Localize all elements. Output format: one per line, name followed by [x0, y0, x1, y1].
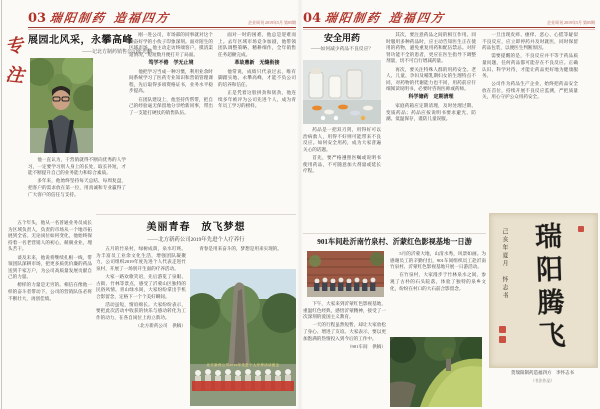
article4-col-left [303, 301, 386, 405]
paragraph: 大家一路欢歌笑语，先后游览了泉眼、古街、竹林等景点，感受了沂蒙山区独特的民俗风情。青山绿水间，大家纷纷拿出手机合影留念，定格下一个个美好瞬间。 [96, 273, 186, 299]
paragraph: 榜样的力量是无穷的。相信在像他一样的奋斗者带动下，公司的营销队伍必将不断壮大，再创佳绩。 [8, 282, 92, 301]
left-header-rule [28, 27, 296, 28]
article1-crosshead-2: 革故鼎新 无缝衔接 [234, 60, 280, 66]
paragraph: 五个年头，他从一名普通业务员成长为区域负责人，负责的市场从一个地市拓展到全省。无论岗位如何变化，他始终保持着一名老营销人的初心，兢兢业业，埋头苦干。 [8, 220, 92, 252]
article2-col2 [190, 246, 296, 267]
paragraph: 五月的竹泉村，绿树成荫，泉水叮咚。为丰富员工业余文化生活，增强团队凝聚力，公司组织2019年度先进个人代表走进竹泉村，开展了一场别开生面的疗养活动。 [96, 246, 186, 271]
right-page-header [303, 9, 595, 29]
right-masthead-slogan: 造福四方 [388, 11, 447, 25]
paragraph: 首先，要严格遵照医嘱或说明书使用药品，不可随意加大剂量或延长疗程。 [303, 154, 381, 174]
stream-photo-art [390, 337, 482, 407]
medicine-photo [303, 60, 381, 124]
article1-crosshead-1: 笃学不倦 学无止境 [148, 60, 194, 66]
stream-photo [390, 337, 482, 407]
paragraph: 他把学习当成一种习惯，利用业余时间系统学习了医药专业知识和营销管理课程，先后取得多项资格证书，业务水平稳步提高。 [129, 68, 213, 94]
article1-col2 [129, 32, 213, 214]
group-stone-photo [190, 269, 296, 406]
right-header-rule2 [303, 29, 595, 30]
article1-col1a [28, 157, 126, 214]
article2-byline: （北方新药公司 供稿） [135, 323, 186, 329]
article4-top-rule [303, 233, 486, 234]
article2-top-rule [96, 214, 296, 215]
page-edge [1, 0, 2, 409]
paragraph: 正是凭着这股拼劲和韧劲，他连续多年被评为公司先进个人，成为青年员工学习的榜样。 [218, 89, 296, 109]
paragraph: 5月的沂蒙大地，山清水秀，风景如画。为感谢员工的辛勤付出，901车间组织员工赴沂南竹泉村、沂蒙红色影视基地开展一日游活动。 [390, 251, 486, 270]
article1-title: 展园北风采，永攀高峰 [28, 35, 133, 46]
paragraph: 面对一时的困难，他总是迎难而上。去年区域市场竞争加剧，他带领团队调整策略、精耕细作，全年销售任务超额完成。 [218, 32, 296, 57]
article1-subtitle: ——记北方制药销售公司张光鹏 [81, 50, 152, 55]
group-stone-photo-art [190, 269, 296, 406]
right-page-number: 04 [303, 11, 322, 26]
seal-stamp-1 [499, 326, 506, 333]
side-banner-char-2: 注 [4, 63, 25, 87]
seal-stamp-2 [499, 336, 506, 343]
paragraph: 他常说，成绩只代表过去，唯有脚踏实地、永攀高峰，才能不负公司的培养和信任。 [218, 68, 296, 87]
left-masthead-slogan: 造福四方 [113, 11, 172, 25]
paragraph: 药品是一把双刃剑，用得好可以治病救人，用得不好则可能带来不良反应。如何安全用药，成为大家普遍关心的话题。 [303, 127, 381, 152]
left-page-header [28, 9, 296, 29]
calligraphy-side-note: 己亥年夏月 怀志书 [501, 228, 508, 300]
side-calligraphy-banner [3, 33, 26, 119]
paragraph: 活动虽短，情谊绵长。大家纷纷表示，要把此次活动中收获的快乐与感动转化为工作的动力，在各自岗位上再立新功。 [96, 301, 186, 321]
paragraph: 在团队建设上，他坚持传帮带，把自己的经验毫无保留地分享给新同事，带出了一支能打硬仗的销售队伍。 [129, 96, 213, 115]
article3-crosshead: 科学储药 定期清理 [408, 95, 454, 101]
seal-stamp-3 [578, 226, 584, 232]
article4-title: 901车间赴沂南竹泉村、沂蒙红色影视基地一日游 [317, 238, 472, 246]
paragraph: 下午，大家来到沂蒙红色影视基地，重温红色经典，感悟沂蒙精神，接受了一次深刻的爱国主义教育。 [303, 301, 386, 320]
left-page-number: 03 [28, 11, 47, 26]
calligraphy-main-text: 瑞阳腾飞 [529, 221, 566, 355]
article4-col-right [390, 251, 486, 334]
paragraph: 再次，要关注特殊人群的用药安全。老人、儿童、孕妇及哺乳期妇女的生理特点不同，对药物的代谢能力也不同，用药前应仔细阅读说明书，必要时咨询医师或药师。 [386, 66, 476, 92]
article2-title: 美丽青春 放飞梦想 [146, 222, 246, 233]
paragraph: 一旦出现皮疹、瘙痒、恶心、心慌等疑似不良反应，应立即停药并及时就医，同时保留药品包装，以便医生判断原因。 [482, 32, 578, 51]
calligraphy-artwork [489, 213, 598, 368]
article3-header [303, 31, 381, 52]
brickwall-group-photo-art [307, 251, 384, 297]
left-masthead-brand: 瑞阳制药 [49, 11, 108, 25]
paragraph: 在竹泉村，大家漫步于竹林泉水之间，参观了古朴的石头院落，体验了独特的泉乡文化，纷纷在村口的大石前合影留念。 [390, 272, 486, 291]
medicine-photo-art [303, 60, 381, 124]
article2-col1 [96, 246, 186, 405]
paragraph: 其次，要注意药品之间的相互作用。同时服用多种药品时，应主动告知医生正在使用的药物，避免重复用药和配伍禁忌。对肝肾功能不全的患者，更应在医生指导下调整剂量，切不可自行增减药量。 [386, 32, 476, 64]
portrait-photo-art [30, 58, 93, 153]
right-issue-info: 企业周刊 2019年5月 第05期 [547, 20, 595, 25]
paragraph: 青春是用来奋斗的，梦想是用来实现的。 [199, 246, 282, 251]
photo-banner-text: 北方新药公司2019年先进个人疗养活动留念 [206, 363, 280, 367]
article2-header [96, 218, 296, 243]
left-header-rule2 [28, 29, 296, 30]
paragraph: 公司作为药品生产企业，始终把药品安全放在首位，持续开展不良反应监测，严把质量关，用心守护公众用药安全。 [482, 81, 578, 100]
article3-subtitle: ——如何减少药品不良反应？ [310, 47, 374, 52]
article2-subtitle: ——北方新药公司2019年先进个人疗养行 [147, 237, 245, 243]
calligraphy-caption-sub: （书法作品） [530, 378, 555, 383]
paragraph: 刚一进公司，市场部的同事就对这个勤奋好学的小伙子印象深刻。面对陌生的区域市场，他主动走访终端客户，摸清渠道情况，短短数月便打开了局面。 [129, 32, 213, 57]
right-masthead-brand: 瑞阳制药 [324, 11, 383, 25]
left-issue-info: 企业周刊 2019年5月 第05期 [248, 20, 296, 25]
calligraphy-caption: 贺瑞阳制药造福四方 李怀志书 [511, 370, 574, 375]
paragraph: 一天的行程虽然短暂，却让大家放松了身心、增进了友谊。大家表示，要以更加饱满的热情投入到今后的工作中。 [303, 322, 386, 341]
article3-col2 [386, 32, 476, 231]
paragraph: 谈及未来，他说将继续扎根一线，带领团队深耕市场，把更多质优价廉的药品送到千家万户，为公司高质量发展贡献自己的力量。 [8, 254, 92, 280]
article1-col-continuation [8, 220, 92, 405]
paragraph: 需要提醒的是，不良反应并不等于药品质量问题，任何药品都可能存在不良反应。正确认识、科学对待，才能让药品更好地为健康服务。 [482, 53, 578, 79]
right-header-rule [303, 27, 595, 28]
article4-byline: （901车间 供稿） [346, 343, 386, 349]
brickwall-group-photo [307, 251, 384, 297]
paragraph: 多年来，他始终坚持每天总结、每周复盘，把客户的需求放在第一位，用真诚和专业赢得了广大客户的信任与支持。 [28, 178, 126, 197]
side-banner-char-1: 专 [4, 34, 25, 59]
article1-col3 [218, 32, 296, 214]
paragraph: 家庭药箱应定期清理，及时处理过期、变质药品；药品应按说明书要求避光、防潮、低温保存，谨防儿童误服。 [386, 103, 476, 122]
paragraph: 他一直认为，干营销就得不断向优秀的人学习，一定要学习别人身上的长处，取长补短，才能不断提升自己的业务能力和综合素质。 [28, 157, 126, 176]
article3-col1 [303, 127, 381, 231]
portrait-photo [30, 58, 93, 153]
article3-col3 [482, 32, 578, 210]
article3-title: 安全用药 [323, 33, 360, 43]
